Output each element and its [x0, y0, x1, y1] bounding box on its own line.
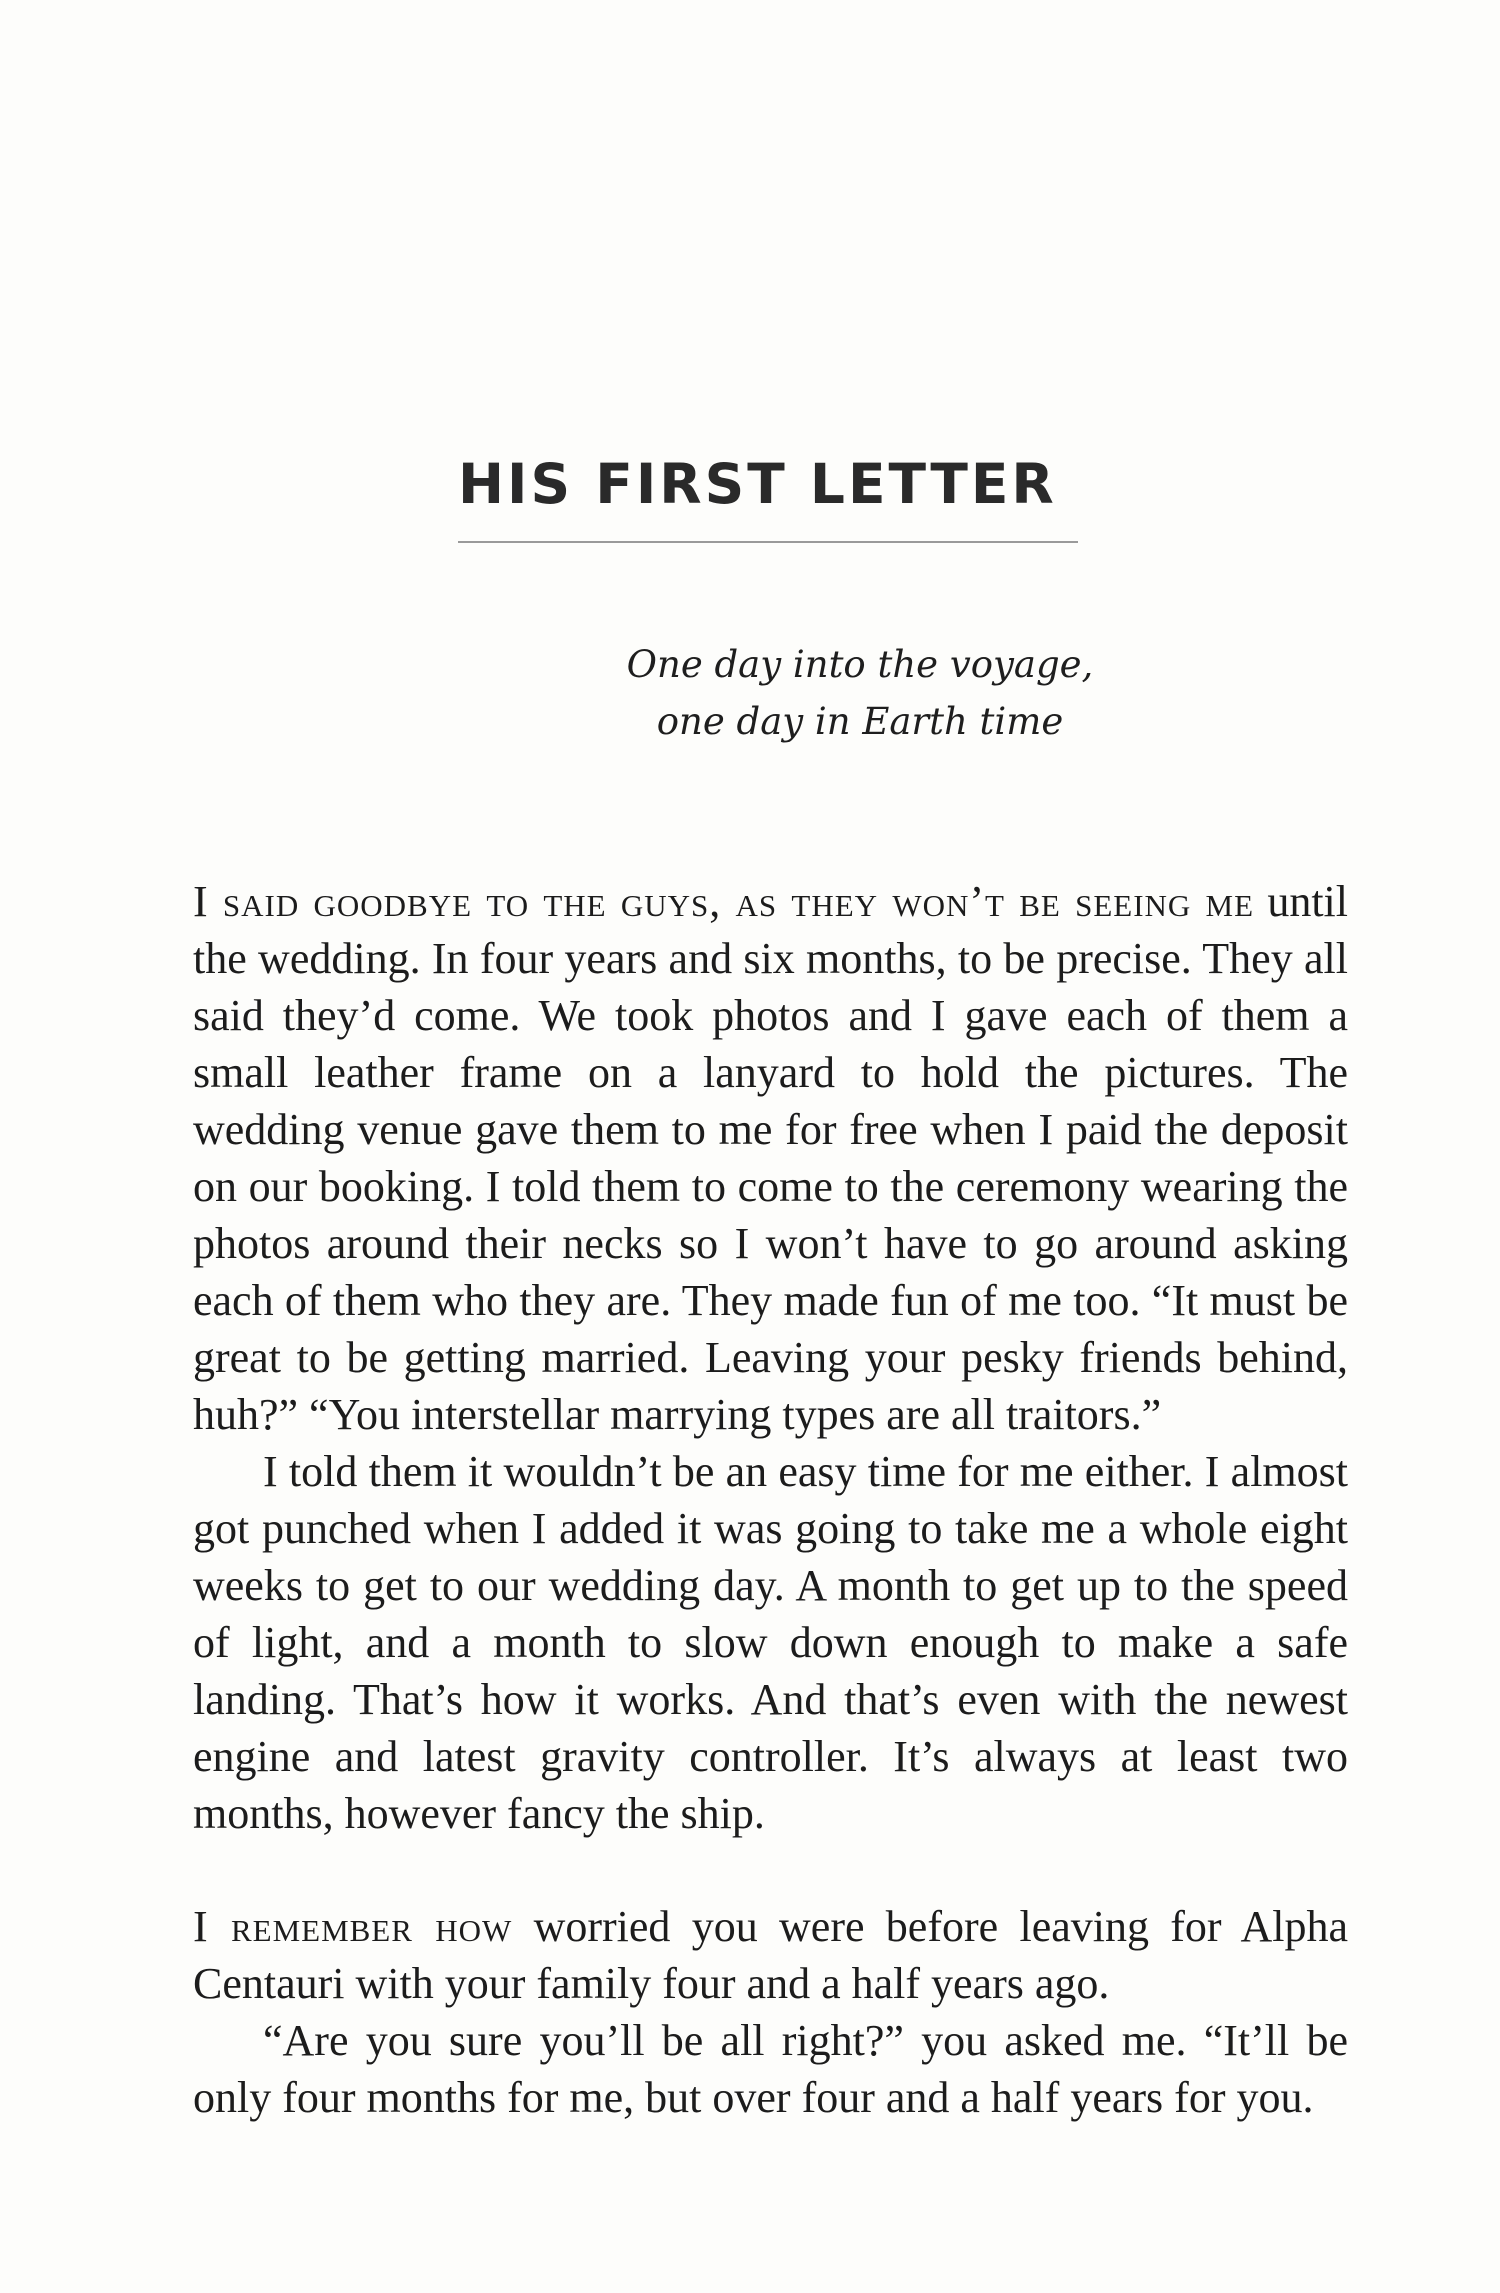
chapter-title: HIS FIRST LETTER: [458, 452, 1057, 516]
paragraph-text: worried you were before leaving for Alpha Centauri with your family four and a half years ago.: [193, 1902, 1348, 2008]
lead-in-small-caps: I remember how: [193, 1902, 513, 1951]
chapter-epigraph: [0, 636, 1500, 750]
paragraph-text: until the wedding. In four years and six months, to be precise. They all said they’d come. We took photos and I gave each of them a small leather frame on a lanyard to hold the pictures. The wedding venue gave them to me for free when I paid the deposit on our booking. I told them to come to the ceremony wearing the photos around their necks so I won’t have to go around asking each of them who they are. They made fun of me too. “It must be great to be getting married. Leaving your pesky friends behind, huh?” “You interstellar marrying types are all traitors.”: [193, 877, 1348, 1439]
lead-in-small-caps: I said goodbye to the guys, as they won’t be seeing me: [193, 877, 1255, 926]
paragraph: [193, 873, 1348, 1443]
paragraph: “Are you sure you’ll be all right?” you asked me. “It’ll be only four months for me, but over four and a half years for you.: [193, 2016, 1348, 2122]
title-underline: [458, 541, 1078, 543]
paragraph: [193, 1898, 1348, 2012]
section-2: [193, 1898, 1348, 2126]
section-1: [193, 873, 1348, 1842]
paragraph: I told them it wouldn’t be an easy time for me either. I almost got punched when I added it was going to take me a whole eight weeks to get to our wedding day. A month to get up to the speed of light, and a month to slow down enough to make a safe landing. That’s how it works. And that’s even with the newest engine and latest gravity controller. It’s always at least two months, however fancy the ship.: [193, 1447, 1348, 1838]
epigraph-line-1: One day into the voyage,: [626, 643, 1094, 686]
epigraph-line-2: one day in Earth time: [656, 700, 1064, 743]
